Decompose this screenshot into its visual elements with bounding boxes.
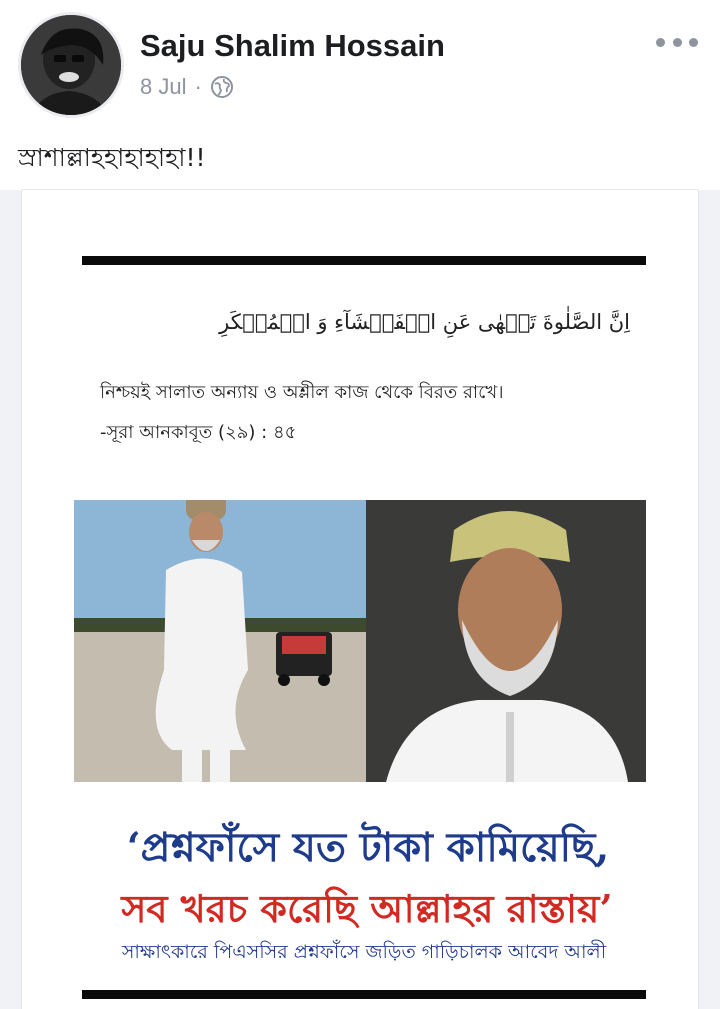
post-text: স্রাশাল্লাহহাহাহাহা!! [18, 143, 206, 172]
headline-line-1: ‘প্রশ্নফাঁসে যত টাকা কামিয়েছি, [126, 824, 610, 871]
headline-subline: সাক্ষাৎকারে পিএসসির প্রশ্নফাঁসে জড়িত গাড়িচালক আবেদ আলী [121, 941, 607, 963]
photo-standing-man [74, 500, 366, 782]
arabic-verse: اِنَّ الصَّلٰوةَ تَنۡهٰی عَنِ الۡفَحۡشَآءِ وَ الۡمُنۡکَرِ [219, 310, 630, 334]
dot [673, 38, 682, 47]
meta-separator: · [194, 74, 202, 99]
headline-line-2: সব খরচ করেছি আল্লাহর রাস্তায়’ [121, 886, 613, 931]
divider-top [82, 256, 646, 265]
feed-background [0, 190, 22, 1009]
post-meta [140, 74, 234, 100]
dot [689, 38, 698, 47]
more-options-icon[interactable] [656, 30, 698, 54]
avatar[interactable] [18, 12, 124, 118]
photo-portrait [366, 500, 646, 782]
verse-translation: নিশ্চয়ই সালাত অন্যায় ও অশ্লীল কাজ থেকে বিরত রাখে। [100, 382, 504, 403]
post-header [0, 0, 720, 120]
verse-reference: -সূরা আনকাবূত (২৯) : ৪৫ [100, 422, 297, 443]
feed-background [698, 190, 720, 1009]
globe-icon[interactable] [210, 75, 234, 99]
author-name[interactable]: Saju Shalim Hossain [140, 28, 445, 63]
post-image[interactable] [22, 190, 698, 1009]
post-date[interactable]: 8 Jul [140, 74, 187, 99]
divider-bottom [82, 990, 646, 999]
dot [656, 38, 665, 47]
